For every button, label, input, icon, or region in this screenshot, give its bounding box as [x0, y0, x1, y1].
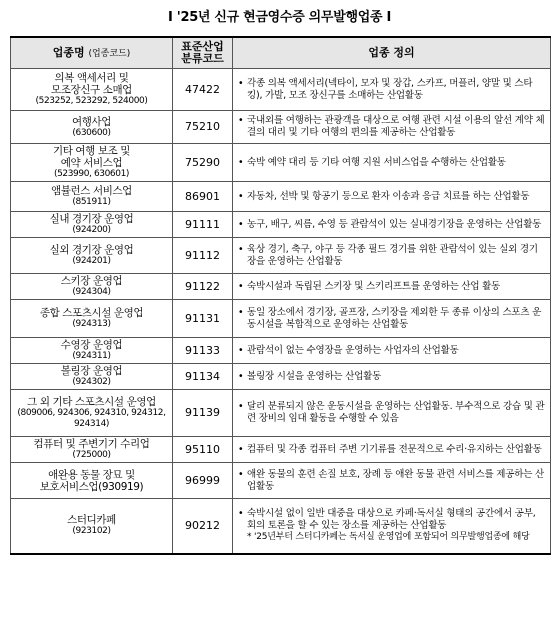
table-row	[11, 499, 551, 554]
definition-cell	[233, 144, 551, 182]
table-header-row	[11, 37, 551, 69]
industry-name: 앰뷸런스 서비스업	[51, 185, 132, 197]
industry-name-cell	[11, 182, 173, 212]
definition-list	[237, 508, 546, 532]
definition-text: • 동일 장소에서 경기장, 골프장, 스키장을 제외한 두 종류 이상의 스포츠 운동시설을 복합적으로 운영하는 산업활동	[237, 307, 546, 331]
industry-name-cell	[11, 390, 173, 437]
industry-name: 예약 서비스업	[60, 157, 123, 169]
header-std-code	[173, 37, 233, 69]
definition-text: • 숙박시설 없이 일반 대중을 대상으로 카페·독서실 형태의 공간에서 공부, 회의 토론을 할 수 있는 장소를 제공하는 산업활동	[237, 508, 546, 532]
definition-list	[237, 157, 546, 169]
industry-code: (809006, 924306, 924310, 924312,	[17, 408, 166, 418]
definition-list	[237, 444, 546, 456]
industry-code: (924313)	[72, 319, 111, 329]
table-row	[11, 300, 551, 338]
industry-code: (923102)	[72, 526, 111, 537]
industry-code: (725000)	[72, 450, 111, 460]
definition-text: • 숙박시설과 독립된 스키장 및 스키리프트를 운영하는 산업 활동	[237, 281, 546, 293]
header-name-sub: (업종코드)	[88, 48, 131, 59]
definition-text: • 농구, 배구, 씨름, 수영 등 관람석이 있는 실내경기장을 운영하는 산업활동	[237, 219, 546, 231]
table-row	[11, 463, 551, 499]
definition-list	[237, 191, 546, 203]
page-title: I '25년 신규 현금영수증 의무발행업종 I	[168, 10, 391, 25]
definition-list	[237, 281, 546, 293]
industry-name-cell	[11, 274, 173, 300]
table-row	[11, 338, 551, 364]
industry-name-cell	[11, 463, 173, 499]
industry-code: (851911)	[72, 197, 111, 207]
table-row	[11, 274, 551, 300]
definition-list	[237, 78, 546, 102]
definition-cell	[233, 69, 551, 111]
industry-name: 그 외 기타 스포츠시설 운영업	[27, 396, 156, 408]
industry-name: 여행사업	[72, 115, 111, 128]
industry-name: 의복 액세서리 및	[54, 72, 129, 84]
definition-list	[237, 115, 546, 139]
industry-name-cell	[11, 144, 173, 182]
industry-name-cell	[11, 111, 173, 144]
industry-name-cell	[11, 437, 173, 463]
table-row	[11, 238, 551, 274]
definition-text: • 자동차, 선박 및 항공기 등으로 환자 이송과 응급 치료를 하는 산업활동	[237, 191, 546, 203]
industry-name: 컴퓨터 및 주변기기 수리업	[33, 438, 150, 450]
industry-name-cell	[11, 69, 173, 111]
definition-list	[237, 371, 546, 383]
definition-cell	[233, 390, 551, 437]
table-row	[11, 390, 551, 437]
table-row	[11, 111, 551, 144]
definition-cell	[233, 212, 551, 238]
industry-name-cell	[11, 338, 173, 364]
std-code-cell: 91131	[173, 300, 233, 338]
industry-name: 스터디카페	[67, 514, 116, 527]
industry-code: (924311)	[72, 351, 111, 361]
std-code-cell: 95110	[173, 437, 233, 463]
std-code-cell: 86901	[173, 182, 233, 212]
definition-cell	[233, 182, 551, 212]
definition-text: • 달리 분류되지 않은 운동시설을 운영하는 산업활동. 부수적으로 강습 및 관련 장비의 임대 활동을 수행할 수 있음	[237, 401, 546, 425]
header-definition: 업종 정의	[233, 37, 551, 69]
definition-list	[237, 345, 546, 357]
table-row	[11, 364, 551, 390]
std-code-cell: 90212	[173, 499, 233, 554]
std-code-cell: 91134	[173, 364, 233, 390]
table-row	[11, 69, 551, 111]
definition-cell	[233, 274, 551, 300]
header-code-line1: 표준산업	[181, 40, 224, 53]
industry-code: (630600)	[72, 127, 111, 138]
definition-cell	[233, 238, 551, 274]
std-code-cell: 91139	[173, 390, 233, 437]
industry-code: 924314)	[73, 419, 110, 429]
std-code-cell: 91122	[173, 274, 233, 300]
industry-name: 종합 스포츠시설 운영업	[39, 307, 144, 319]
industry-name: 보호서비스업(930919)	[39, 480, 144, 493]
industry-name: 기타 여행 보조 및	[52, 145, 130, 157]
definition-text: • 육상 경기, 축구, 야구 등 각종 필드 경기를 위한 관람석이 있는 실외 경기장을 운영하는 산업활동	[237, 244, 546, 268]
definition-text: • 관람석이 없는 수영장을 운영하는 사업자의 산업활동	[237, 345, 546, 357]
definition-text: • 볼링장 시설을 운영하는 산업활동	[237, 371, 546, 383]
industry-name-cell	[11, 499, 173, 554]
industry-code: (523990, 630601)	[53, 169, 130, 179]
table-row	[11, 144, 551, 182]
definition-list	[237, 401, 546, 425]
std-code-cell: 91133	[173, 338, 233, 364]
industry-name: 스키장 운영업	[60, 275, 123, 287]
definition-cell	[233, 437, 551, 463]
industry-name: 실외 경기장 운영업	[49, 244, 134, 256]
definition-list	[237, 219, 546, 231]
table-body	[11, 69, 551, 554]
table-row	[11, 437, 551, 463]
std-code-cell: 75210	[173, 111, 233, 144]
definition-text: • 컴퓨터 및 각종 컴퓨터 주변 기기류를 전문적으로 수리·유지하는 산업활동	[237, 444, 546, 456]
std-code-cell: 91112	[173, 238, 233, 274]
industry-code: (924201)	[72, 256, 111, 266]
definition-text: • 각종 의복 액세서리(넥타이, 모자 및 장갑, 스카프, 머플러, 양말 및 스타킹), 가발, 모조 장신구를 소매하는 산업활동	[237, 78, 546, 102]
definition-cell	[233, 364, 551, 390]
header-industry-name	[11, 37, 173, 69]
industry-name-cell	[11, 364, 173, 390]
table-row	[11, 182, 551, 212]
definition-list	[237, 307, 546, 331]
definition-cell	[233, 111, 551, 144]
industry-table	[10, 36, 551, 555]
definition-cell	[233, 300, 551, 338]
definition-text: • 숙박 예약 대리 등 기타 여행 지원 서비스업을 수행하는 산업활동	[237, 157, 546, 169]
industry-name: 수영장 운영업	[60, 339, 123, 351]
industry-code: (924200)	[72, 225, 111, 235]
definition-list	[237, 469, 546, 493]
industry-code: (924302)	[72, 377, 111, 387]
definition-cell	[233, 338, 551, 364]
table-row	[11, 212, 551, 238]
industry-code: (924304)	[72, 287, 111, 297]
definition-cell	[233, 499, 551, 554]
industry-name-cell	[11, 212, 173, 238]
definition-note: * '25년부터 스터디카페는 독서실 운영업에 포함되어 의무발행업종에 해당	[247, 532, 530, 543]
industry-code: (523252, 523292, 524000)	[35, 96, 148, 106]
std-code-cell: 47422	[173, 69, 233, 111]
industry-name: 모조장신구 소매업	[51, 84, 132, 96]
industry-name-cell	[11, 238, 173, 274]
definition-list	[237, 244, 546, 268]
std-code-cell: 75290	[173, 144, 233, 182]
definition-text: • 국내외를 여행하는 관광객을 대상으로 여행 관련 시설 이용의 알선 계약 체결의 대리 및 기타 여행의 편의를 제공하는 산업활동	[237, 115, 546, 139]
header-code-line2: 분류코드	[181, 52, 224, 65]
industry-name: 실내 경기장 운영업	[49, 213, 134, 225]
std-code-cell: 96999	[173, 463, 233, 499]
definition-text: • 애완 동물의 훈련 손질 보호, 장례 등 애완 동물 관련 서비스를 제공하는 산업활동	[237, 469, 546, 493]
definition-cell	[233, 463, 551, 499]
industry-name: 볼링장 운영업	[60, 365, 123, 377]
industry-name: 애완용 동물 장묘 및	[48, 468, 135, 481]
header-name-label: 업종명	[52, 45, 85, 59]
std-code-cell: 91111	[173, 212, 233, 238]
industry-name-cell	[11, 300, 173, 338]
